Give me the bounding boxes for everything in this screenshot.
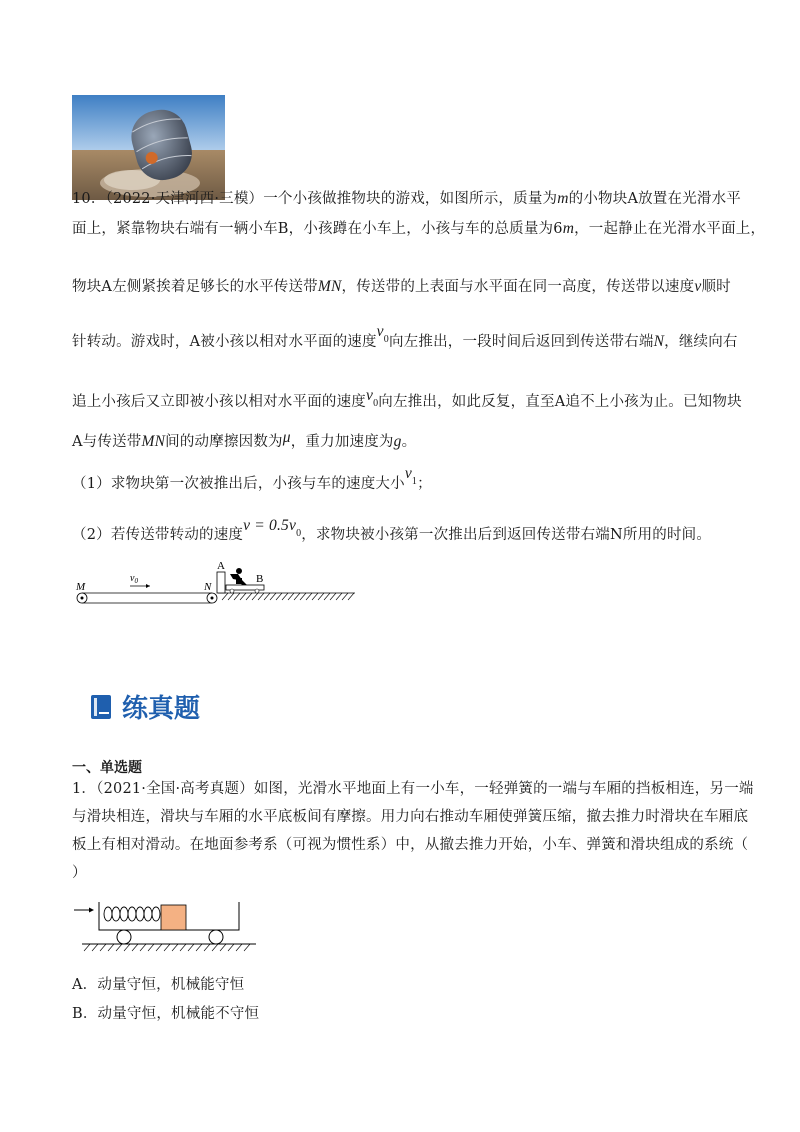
floor-hatch: [84, 944, 250, 951]
label-v0: $v_0$: [130, 573, 138, 585]
question-number: 1．: [72, 781, 97, 797]
wheel-right: [209, 930, 223, 944]
label-A: A: [217, 560, 225, 572]
q1-line3: 板上有相对滑动。在地面参考系（可视为惯性系）中，从撤去推力开始，小车、弹簧和滑块组成的系统（: [72, 837, 749, 853]
subheading: 一、单选题: [72, 760, 142, 776]
conveyor-figure: [70, 560, 365, 610]
label-M: M: [76, 581, 86, 593]
slider-block: [161, 905, 186, 930]
option-b[interactable]: B．动量守恒，机械能不守恒: [72, 1006, 260, 1022]
section-title-text: 练真题: [122, 694, 201, 724]
q10-part1: （1）求物块第一次被推出后，小孩与车的速度大小$v_1$；: [72, 465, 432, 492]
child-figure: [230, 568, 247, 585]
q10-line4: 针转动。游戏时，A被小孩以相对水平面的速度$v_0$向左推出，一段时间后返回到传送带右端N，继续向右: [72, 323, 738, 350]
option-a[interactable]: A．动量守恒，机械能守恒: [72, 977, 245, 993]
spring: [104, 907, 160, 921]
q10-line2: 面上，紧靠物块右端有一辆小车B，小孩蹲在小车上，小孩与车的总质量为6m，一起静止在光滑水平面上，: [72, 220, 766, 237]
q1-line4: ）: [72, 865, 87, 881]
label-N: N: [204, 581, 212, 593]
ground-hatch: [222, 593, 354, 600]
q1-line1: 1．（2021·全国·高考真题）如图，光滑水平地面上有一小车，一轻弹簧的一端与车厢的挡板相连，另一端: [72, 781, 754, 797]
section-title: [90, 688, 200, 725]
q10-line3: 物块A左侧紧挨着足够长的水平传送带MN，传送带的上表面与水平面在同一高度，传送带以速度v顺时: [72, 278, 731, 295]
block-A: [217, 572, 225, 593]
q10-line1: 10．（2022·天津河西·三模）一个小孩做推物块的游戏，如图所示，质量为m的小物块A放置在光滑水平: [72, 190, 742, 207]
question-source: （2022·天津河西·三模）: [105, 191, 264, 207]
question-number: 10．: [72, 191, 106, 207]
spring-cart-figure: [72, 898, 262, 958]
q10-part2: （2）若传送带转动的速度$v = 0.5v_0$，求物块被小孩第一次推出后到返回传送带右端N所用的时间。: [72, 517, 712, 543]
question-source: （2021·全国·高考真题）: [96, 781, 254, 797]
q1-line2: 与滑块相连，滑块与车厢的水平底板间有摩擦。用力向右推动车厢使弹簧压缩，撤去推力时滑块在车厢底: [72, 809, 749, 825]
wheel-left: [117, 930, 131, 944]
q10-line5: 追上小孩后又立即被小孩以相对水平面的速度$v_0$向左推出，如此反复，直至A追不上小孩为止。已知物块: [72, 387, 742, 410]
q10-line6: A与传送带MN间的动摩擦因数为μ，重力加速度为g。: [72, 429, 417, 450]
book-icon: [90, 694, 112, 720]
capsule-landing-photo: [72, 95, 225, 200]
label-B: B: [256, 573, 264, 585]
